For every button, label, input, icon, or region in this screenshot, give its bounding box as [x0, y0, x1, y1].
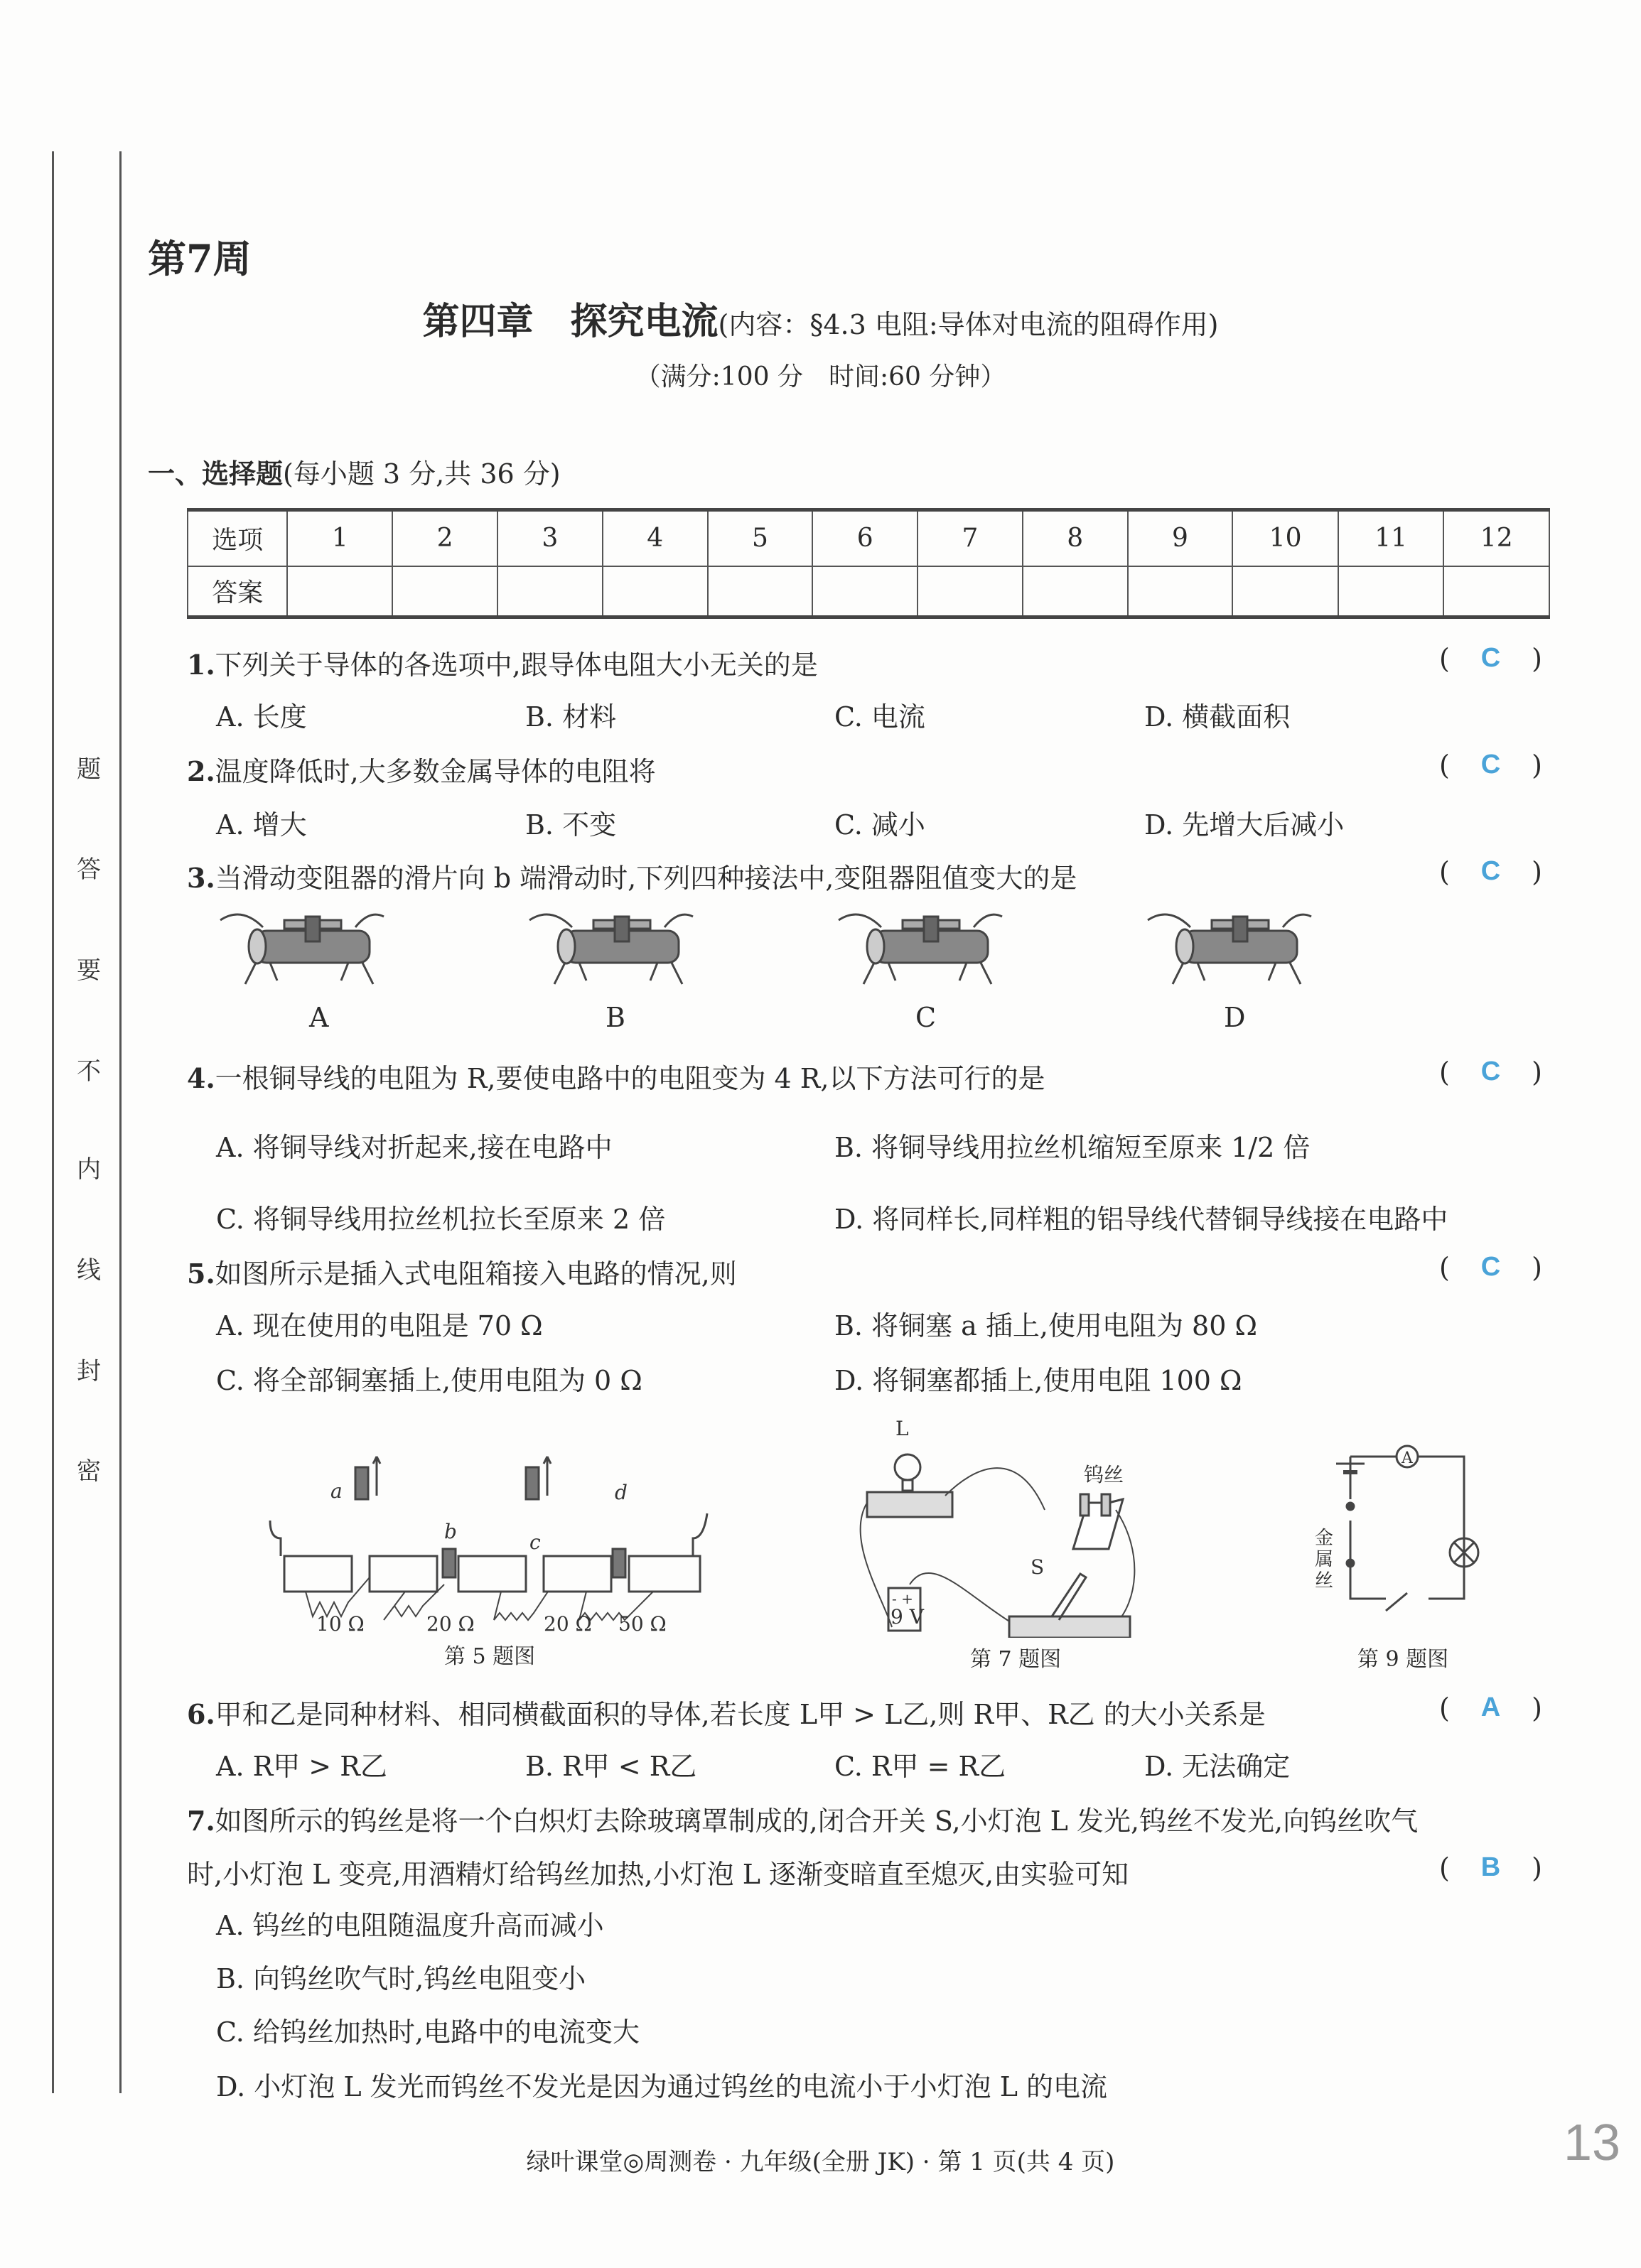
paren-close: ): [1532, 750, 1542, 781]
paren-close: ): [1532, 643, 1542, 674]
answer-cell[interactable]: [812, 566, 918, 617]
table-cell: 3: [497, 510, 603, 566]
table-cell: 11: [1338, 510, 1444, 566]
question-text-cont: 时,小灯泡 L 变亮,用酒精灯给钨丝加热,小灯泡 L 逐渐变暗直至熄灭,由实验可知: [187, 1859, 1129, 1890]
option-D: D. 将同样长,同样粗的铝导线代替铜导线接在电路中: [834, 1204, 1448, 1235]
option-C: C. 给钨丝加热时,电路中的电流变大: [216, 2016, 640, 2048]
question-number: 7.: [187, 1805, 215, 1837]
question-5: [187, 1252, 737, 1291]
question-text: 下列关于导体的各选项中,跟导体电阻大小无关的是: [215, 649, 818, 681]
answer-bracket: [1439, 1252, 1542, 1283]
option-B: B. 将铜塞 a 插上,使用电阻为 80 Ω: [834, 1310, 1257, 1341]
option-B: B. R甲 < R乙: [525, 1751, 697, 1782]
option-C: C. 电流: [834, 701, 925, 733]
answer-cell[interactable]: [392, 566, 497, 617]
tungsten-label: 钨丝: [1084, 1463, 1124, 1486]
section-heading: [148, 452, 561, 491]
side-char: 要: [77, 956, 101, 985]
plug-a: a: [330, 1479, 343, 1503]
question-4: [187, 1057, 1045, 1096]
option-A: A. 现在使用的电阻是 70 Ω: [216, 1310, 543, 1341]
option-B: B. 向钨丝吹气时,钨丝电阻变小: [216, 1963, 586, 1994]
battery-sign: - +: [892, 1590, 913, 1607]
table-cell: 6: [812, 510, 918, 566]
question-number: 3.: [187, 862, 215, 894]
question-number: 6.: [187, 1698, 215, 1730]
question-text: 温度降低时,大多数金属导体的电阻将: [215, 756, 656, 787]
answer-bracket: [1439, 1057, 1542, 1088]
answer-cell[interactable]: [1128, 566, 1233, 617]
option-D: D. 小灯泡 L 发光而钨丝不发光是因为通过钨丝的电流小于小灯泡 L 的电流: [216, 2071, 1108, 2102]
section-note: (每小题 3 分,共 36 分): [283, 458, 561, 490]
paren-open: (: [1439, 1252, 1450, 1283]
resistor-label: 20 Ω: [544, 1612, 592, 1634]
answer-cell[interactable]: [708, 566, 813, 617]
answer-letter: C: [1480, 1252, 1501, 1282]
resistor-label: 20 Ω: [426, 1612, 475, 1634]
table-cell: 12: [1443, 510, 1549, 566]
paren-open: (: [1439, 1852, 1450, 1884]
plug-d: d: [615, 1481, 628, 1504]
side-char: 题: [77, 755, 101, 784]
answer-letter: C: [1480, 856, 1501, 886]
q3-label-b: B: [606, 1002, 625, 1033]
answer-bracket: [1439, 856, 1542, 887]
resistor-label: 10 Ω: [316, 1612, 365, 1634]
table-row: [188, 566, 1549, 617]
ammeter-label: A: [1401, 1449, 1413, 1467]
answer-bracket: [1439, 1852, 1542, 1884]
fig9-caption: 第 9 题图: [1357, 1647, 1449, 1672]
fig7-circuit: [839, 1410, 1208, 1638]
table-cell: 1: [287, 510, 392, 566]
answer-cell[interactable]: [918, 566, 1023, 617]
q3-label-d: D: [1224, 1002, 1246, 1033]
option-A: A. 钨丝的电阻随温度升高而减小: [216, 1910, 604, 1941]
question-number: 5.: [187, 1258, 215, 1290]
table-row: [188, 510, 1549, 566]
q3-label-a: A: [309, 1002, 329, 1033]
table-cell: 8: [1023, 510, 1128, 566]
rheostat-B: [529, 914, 693, 984]
question-text: 当滑动变阻器的滑片向 b 端滑动时,下列四种接法中,变阻器阻值变大的是: [215, 863, 1077, 894]
resistor-label: 50 Ω: [618, 1612, 667, 1634]
metal-wire-label: 金属丝: [1315, 1528, 1334, 1592]
question-text: 甲和乙是同种材料、相同横截面积的导体,若长度 L甲 > L乙,则 R甲、R乙 的大小关系是: [215, 1699, 1266, 1730]
chapter-subtitle: (内容：§4.3 电阻:导体对电流的阻碍作用): [718, 309, 1219, 340]
q3-label-c: C: [915, 1002, 937, 1033]
section-label: 一、选择题: [148, 458, 284, 490]
table-cell: 2: [392, 510, 497, 566]
question-1: [187, 643, 818, 682]
row-label: 答案: [188, 566, 287, 617]
answer-cell[interactable]: [287, 566, 392, 617]
question-text: 如图所示的钨丝是将一个白炽灯去除玻璃罩制成的,闭合开关 S,小灯泡 L 发光,钨丝不发光,向钨丝吹气: [215, 1805, 1419, 1837]
answer-bracket: [1439, 643, 1542, 674]
option-D: D. 将铜塞都插上,使用电阻 100 Ω: [834, 1365, 1242, 1396]
question-number: 1.: [187, 649, 215, 681]
option-A: A. R甲 > R乙: [216, 1751, 387, 1782]
binding-line-outer: [52, 151, 54, 2093]
answer-letter: A: [1480, 1692, 1501, 1722]
option-B: B. 材料: [525, 701, 617, 733]
fig5-caption: 第 5 题图: [444, 1644, 536, 1669]
page-number: 13: [1564, 2115, 1621, 2171]
question-7: [187, 1799, 1418, 1838]
switch-label: S: [1031, 1555, 1045, 1579]
answer-letter: C: [1480, 1057, 1501, 1086]
question-6: [187, 1692, 1266, 1732]
answer-bracket: [1439, 1692, 1542, 1724]
fig5-resistance-box: [263, 1442, 718, 1634]
answer-bracket: [1439, 750, 1542, 781]
plug-b: b: [444, 1520, 457, 1543]
row-label: 选项: [188, 510, 287, 566]
answer-cell[interactable]: [1023, 566, 1128, 617]
paren-open: (: [1439, 856, 1450, 887]
option-D: D. 先增大后减小: [1144, 809, 1345, 841]
answer-cell[interactable]: [1232, 566, 1338, 617]
option-A: A. 长度: [216, 701, 307, 733]
paren-open: (: [1439, 1692, 1450, 1724]
option-C: C. R甲 = R乙: [834, 1751, 1006, 1782]
option-C: C. 将全部铜塞插上,使用电阻为 0 Ω: [216, 1365, 642, 1396]
option-A: A. 增大: [216, 809, 307, 841]
paren-open: (: [1439, 643, 1450, 674]
answer-cell[interactable]: [603, 566, 708, 617]
option-C: C. 减小: [834, 809, 925, 841]
question-2: [187, 750, 656, 789]
table-cell: 4: [603, 510, 708, 566]
lamp-label: L: [895, 1417, 909, 1440]
rheostat-C: [839, 914, 1002, 984]
paren-close: ): [1532, 1252, 1542, 1283]
answer-cell[interactable]: [1443, 566, 1549, 617]
rheostat-A: [220, 914, 384, 984]
paren-close: ): [1532, 1852, 1542, 1884]
question-text: 如图所示是插入式电阻箱接入电路的情况,则: [215, 1258, 737, 1290]
side-char: 封: [77, 1357, 101, 1386]
rheostat-D: [1148, 914, 1311, 984]
question-number: 4.: [187, 1062, 215, 1094]
fig9-circuit: [1308, 1428, 1492, 1634]
side-char: 密: [77, 1457, 101, 1486]
footer: 绿叶课堂◎周测卷 · 九年级(全册 JK) · 第 1 页(共 4 页): [526, 2148, 1115, 2176]
answer-table: [187, 508, 1550, 619]
exam-info: （满分:100 分 时间:60 分钟）: [635, 362, 1006, 392]
answer-letter: B: [1480, 1852, 1501, 1882]
side-char: 不: [77, 1057, 101, 1086]
answer-letter: C: [1480, 643, 1501, 673]
answer-letter: C: [1480, 750, 1501, 779]
fig7-caption: 第 7 题图: [970, 1647, 1062, 1672]
question-3: [187, 856, 1077, 895]
table-cell: 7: [918, 510, 1023, 566]
week-label: 第7周: [148, 236, 252, 281]
binding-line-inner: [119, 151, 122, 2093]
side-char: 答: [77, 855, 101, 884]
table-cell: 9: [1128, 510, 1233, 566]
paren-open: (: [1439, 1057, 1450, 1088]
paren-close: ): [1532, 1057, 1542, 1088]
paren-close: ): [1532, 856, 1542, 887]
side-char: 内: [77, 1155, 101, 1184]
answer-cell[interactable]: [497, 566, 603, 617]
option-D: D. 横截面积: [1144, 701, 1291, 733]
battery-label: 9 V: [891, 1605, 924, 1629]
option-C: C. 将铜导线用拉丝机拉长至原来 2 倍: [216, 1204, 666, 1235]
question-text: 一根铜导线的电阻为 R,要使电路中的电阻变为 4 R,以下方法可行的是: [215, 1063, 1045, 1094]
chapter-title: 第四章 探究电流: [422, 300, 719, 343]
table-cell: 10: [1232, 510, 1338, 566]
question-number: 2.: [187, 755, 215, 787]
option-B: B. 将铜导线用拉丝机缩短至原来 1/2 倍: [834, 1132, 1311, 1163]
side-char: 线: [77, 1256, 101, 1285]
table-cell: 5: [708, 510, 813, 566]
page-title: [0, 291, 1641, 345]
plug-c: c: [529, 1530, 541, 1554]
answer-cell[interactable]: [1338, 566, 1444, 617]
paren-open: (: [1439, 750, 1450, 781]
q3-rheostat-figures: [213, 902, 1407, 1002]
option-B: B. 不变: [525, 809, 617, 841]
paren-close: ): [1532, 1692, 1542, 1724]
option-D: D. 无法确定: [1144, 1751, 1291, 1782]
option-A: A. 将铜导线对折起来,接在电路中: [216, 1132, 613, 1163]
